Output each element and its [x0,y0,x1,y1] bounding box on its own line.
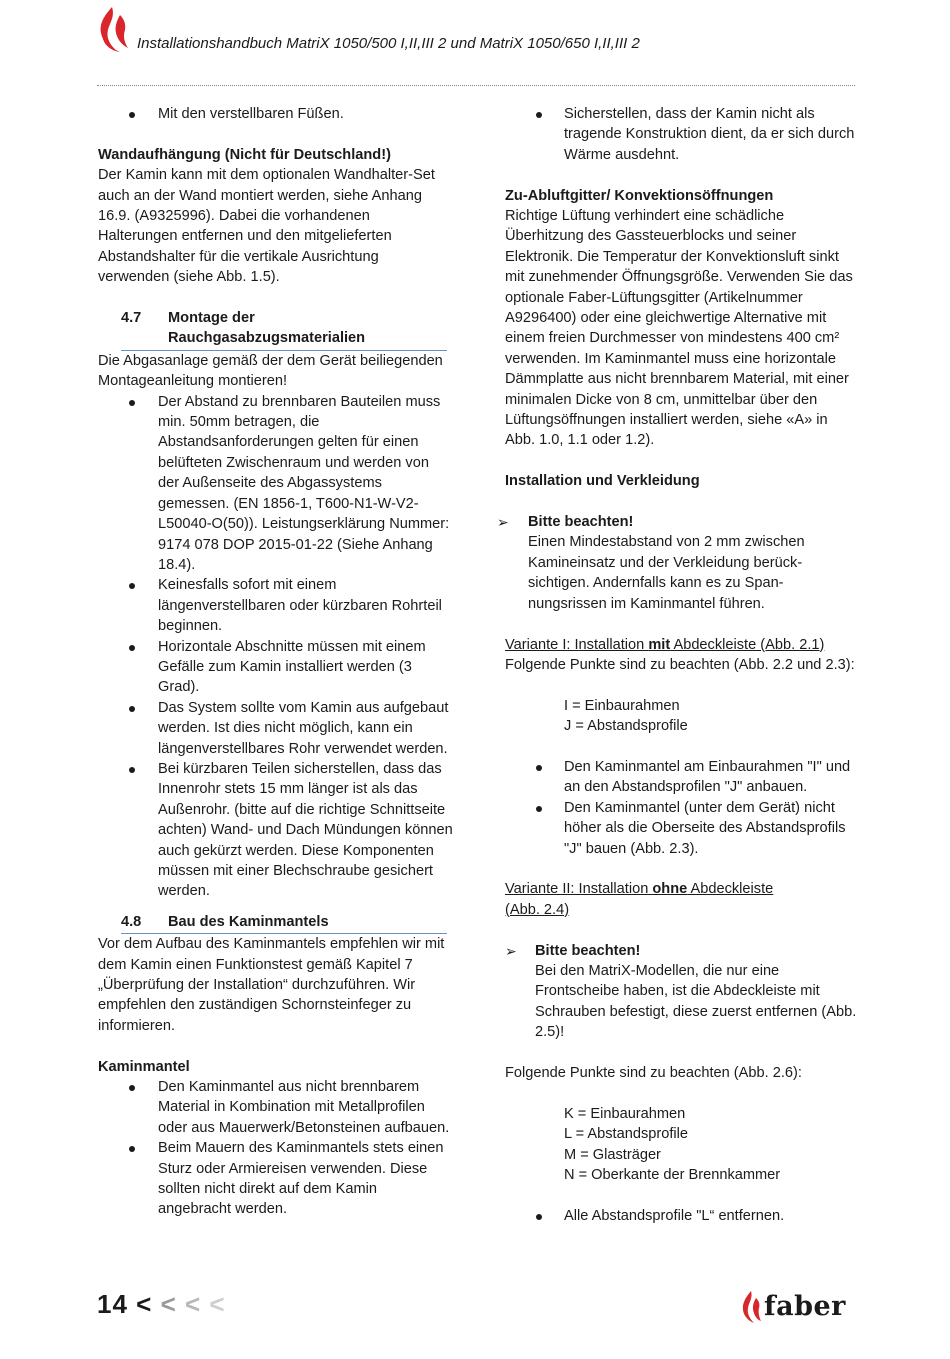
section-4-7-intro: Die Abgasanlage gemäß der dem Gerät beiliegenden Montageanleitung montieren! [98,352,443,390]
list-item: Sicherstellen, dass der Kamin nicht als tragende Konstruktion dient, da er sich durch Wärme ausdehnt. [505,104,857,165]
list-item: Alle Abstandsprofile "L“ entfernen. [505,1206,857,1226]
bullet-icon [536,112,542,118]
install-note: ➢ Bitte beachten! Einen Mindestabstand von 2 mm zwischen Kamineinsatz und der Verkleidung berück-sichtigen. Andernfalls kann es zu Span-nungsrissen im Kaminmantel führen. [497,514,805,612]
bullet-icon [129,400,135,406]
section-4-8-text: Vor dem Aufbau des Kaminmantels empfehlen wir mit dem Kamin einen Funktionstest gemäß Kapitel 7 „Überprüfung der Installation“ durchzuführen. Wir empfehlen den zuständigen Schornsteinfeger zu informieren. [98,936,445,1034]
variant-2-legend: K = Einbaurahmen L = Abstandsprofile M = Glasträger N = Oberkante der Brennkammer [564,1105,781,1183]
kaminmantel-heading: Kaminmantel [98,1058,190,1075]
section-heading-4-8: 4.8 Bau des Kaminmantels [121,912,447,934]
page-number: 14 < < < < [97,1289,226,1319]
right-column [497,104,857,1226]
page-arrow-icon: < [185,1289,202,1319]
variant-1-legend: I = Einbaurahmen J = Abstandsprofile [564,697,688,735]
faber-wordmark: faber [764,1291,846,1322]
variant-2-heading: Variante II: Installation ohne Abdeckleiste (Abb. 2.4) [505,881,774,918]
bullet-icon [536,765,542,771]
bullet-icon [536,806,542,812]
bullet-icon [129,706,135,712]
bullet-icon [536,1214,542,1220]
install-heading: Installation und Verkleidung [505,473,700,490]
header-title: Installationshandbuch MatriX 1050/500 I,II,III 2 und MatriX 1050/650 I,II,III 2 [137,35,640,52]
bullet-icon [129,1146,135,1152]
wall-mount-text: Der Kamin kann mit dem optionalen Wandhalter-Set auch an der Wand montiert werden, siehe Anhang 16.9. (A9325996). Dabei die vorhandenen Halterungen entfernen und den mitgelieferten Abstandshalter für die vertikale Ausrichtung verwenden (siehe Abb. 1.5). [98,167,435,286]
bullet-icon [129,1085,135,1091]
list-item: Bei kürzbaren Teilen sicherstellen, dass das Innenrohr stets 15 mm länger ist als das Außenrohr. (bitte auf die richtige Schnittseite achten) Wand- und Dach Mündungen können auch gekürzt werden. Diese Komponenten müssen mit einer Blechschraube gesichert werden. [98,759,453,902]
arrow-bullet-icon: ➢ [505,942,517,959]
vent-text: Richtige Lüftung verhindert eine schädliche Überhitzung des Gassteuerblocks und seiner Elektronik. Die Temperatur der Konvektionsluft sinkt mit zunehmender Öffnungsgröße. Verwenden Sie das optionale Faber-Lüftungsgitter (Artikelnummer A9296400) oder eine gleichwertige Alternative mit einem freien Durchmesser von mindestens 400 cm² verwenden. Im Kaminmantel muss eine horizontale Dämmplatte aus nicht brennbarem Material, mit einer minimalen Dicke von 8 cm, unmittelbar über den Lüftungsöffnungen installiert werden, siehe «A» in Abb. 1.0, 1.1 oder 1.2). [505,208,853,449]
section-heading-4-7: 4.7 Montage der Rauchgasabzugsmaterialien [121,308,447,351]
bullet-icon [129,645,135,651]
variant-1-heading: Variante I: Installation mit Abdeckleiste (Abb. 2.1) [505,636,825,653]
list-item: Den Kaminmantel am Einbaurahmen "I" und an den Abstandsprofilen "J" anbauen. [505,757,857,798]
list-item: Den Kaminmantel aus nicht brennbarem Material in Kombination mit Metallprofilen oder aus Mauerwerk/Betonsteinen aufbauen. [98,1077,453,1138]
section-4-7-bullets [98,392,453,902]
wall-mount-heading: Wandaufhängung (Nicht für Deutschland!) [98,146,391,163]
list-item: Beim Mauern des Kaminmantels stets einen Sturz oder Armiereisen verwenden. Diese sollten nicht direkt auf dem Kamin angebracht werden. [98,1138,453,1220]
arrow-bullet-icon: ➢ [497,514,509,531]
left-column [98,104,453,1220]
variant-2-bullets [505,1206,857,1226]
list-item: Horizontale Abschnitte müssen mit einem Gefälle zum Kamin installiert werden (3 Grad). [98,637,453,698]
header-divider [97,85,855,86]
intro-bullet-list [98,104,453,124]
page-arrow-icon: < [136,1289,153,1319]
bullet-icon [129,767,135,773]
list-item: Das System sollte vom Kamin aus aufgebaut werden. Ist dies nicht möglich, kann ein längenverstellbares Rohr verwendet werden. [98,698,453,759]
variant-1-bullets [505,757,857,859]
page-arrow-icon: < [209,1289,226,1319]
variant-2-note: ➢ Bitte beachten! Bei den MatriX-Modellen, die nur eine Frontscheibe haben, ist die Abdeckleiste mit Schrauben befestigt, diese zuerst entfernen (Abb. 2.5)! [505,942,857,1041]
list-item: Keinesfalls sofort mit einem längenverstellbaren oder kürzbaren Rohrteil beginnen. [98,575,453,636]
list-item: Mit den verstellbaren Füßen. [98,104,453,124]
variant-1-intro: Folgende Punkte sind zu beachten (Abb. 2.2 und 2.3): [505,656,855,673]
vent-heading: Zu-Abluftgitter/ Konvektionsöffnungen [505,187,774,204]
flame-logo-icon [95,5,131,53]
faber-flame-icon [740,1290,762,1324]
list-item: Den Kaminmantel (unter dem Gerät) nicht höher als die Oberseite des Abstandsprofils "J" bauen (Abb. 2.3). [505,798,857,859]
top-bullet-list [505,104,857,165]
kaminmantel-bullets [98,1077,453,1220]
bullet-icon [129,583,135,589]
variant-2-intro: Folgende Punkte sind zu beachten (Abb. 2.6): [505,1064,802,1081]
list-item: Der Abstand zu brennbaren Bauteilen muss min. 50mm betragen, die Abstandsanforderungen gelten für einen belüfteten Zwischenraum und werden von der Außenseite des Abgassystems gemessen. (EN 1856-1, T600-N1-W-V2-L50040-O(50)). Leistungserklärung Nummer: 9174 078 DOP 2015-01-22 (Siehe Anhang 18.4). [98,392,453,576]
bullet-icon [129,112,135,118]
page-arrow-icon: < [160,1289,177,1319]
